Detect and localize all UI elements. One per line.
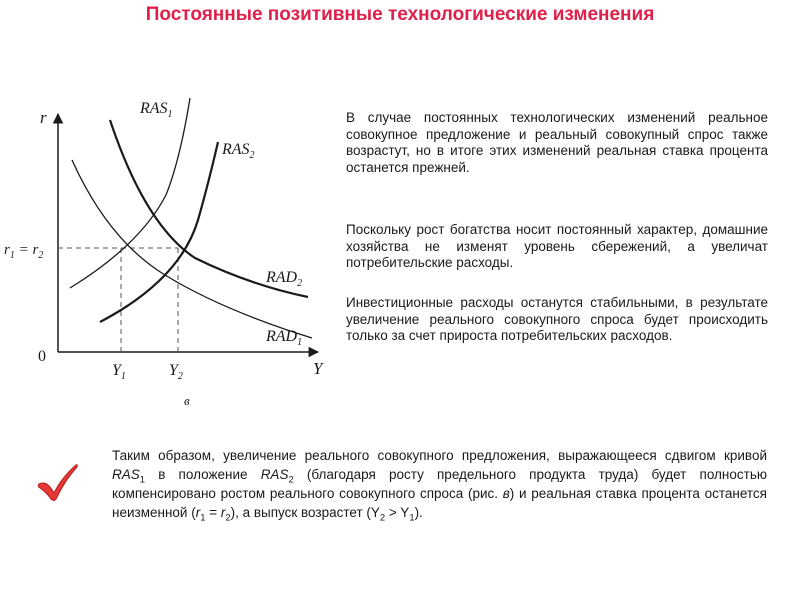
rad1-curve: [72, 160, 312, 338]
y-axis-label: r: [40, 108, 47, 127]
origin-label: 0: [38, 348, 46, 365]
equilibrium-rate-label: $r_1 = r_2$: [4, 242, 44, 261]
x-axis-label: Y: [313, 359, 323, 378]
graph-caption: в: [184, 393, 190, 408]
rad2-label: $RAD_2$: [266, 269, 303, 289]
page-title: Постоянные позитивные технологические изменения: [145, 4, 655, 25]
paragraph-technology-changes: В случае постоянных технологических изменений реальное совокупное предложение и реальный совокупный спрос также возрастут, но в итоге этих изменений реальная ставка процента останется прежней.: [346, 110, 768, 175]
y1-label: $Y_1$: [112, 362, 126, 382]
y2-label: $Y_2$: [169, 362, 183, 382]
paragraph-wealth-growth: Поскольку рост богатства носит постоянный характер, домашние хозяйства не изменят уровень сбережений, а увеличат потребительские расходы.: [346, 222, 768, 270]
rate-output-graph: [0, 90, 340, 420]
ras1-label: $RAS_1$: [140, 100, 173, 120]
checkmark-icon: [36, 462, 80, 502]
rad1-label: $RAD_1$: [266, 328, 303, 348]
conclusion-text: Таким образом, увеличение реального совокупного предложения, выражающееся сдвигом кривой $RAS_1$ в положение $RAS_2$ (благодаря росту предельного продукта труда) будет полностью компенсировано ростом реального совокупного спроса (рис. в) и реальная ставка процента останется неизменной $(r_1 = r_2)$, а выпуск возрастет $(Y_2 > Y_1)$.: [112, 448, 767, 524]
paragraph-investment: Инвестиционные расходы останутся стабильными, в результате увеличение реального совокупного спроса будет происходить только за счет прироста потребительских расходов.: [346, 295, 768, 343]
ras2-label: $RAS_2$: [222, 141, 255, 161]
ras1-curve: [70, 98, 190, 288]
